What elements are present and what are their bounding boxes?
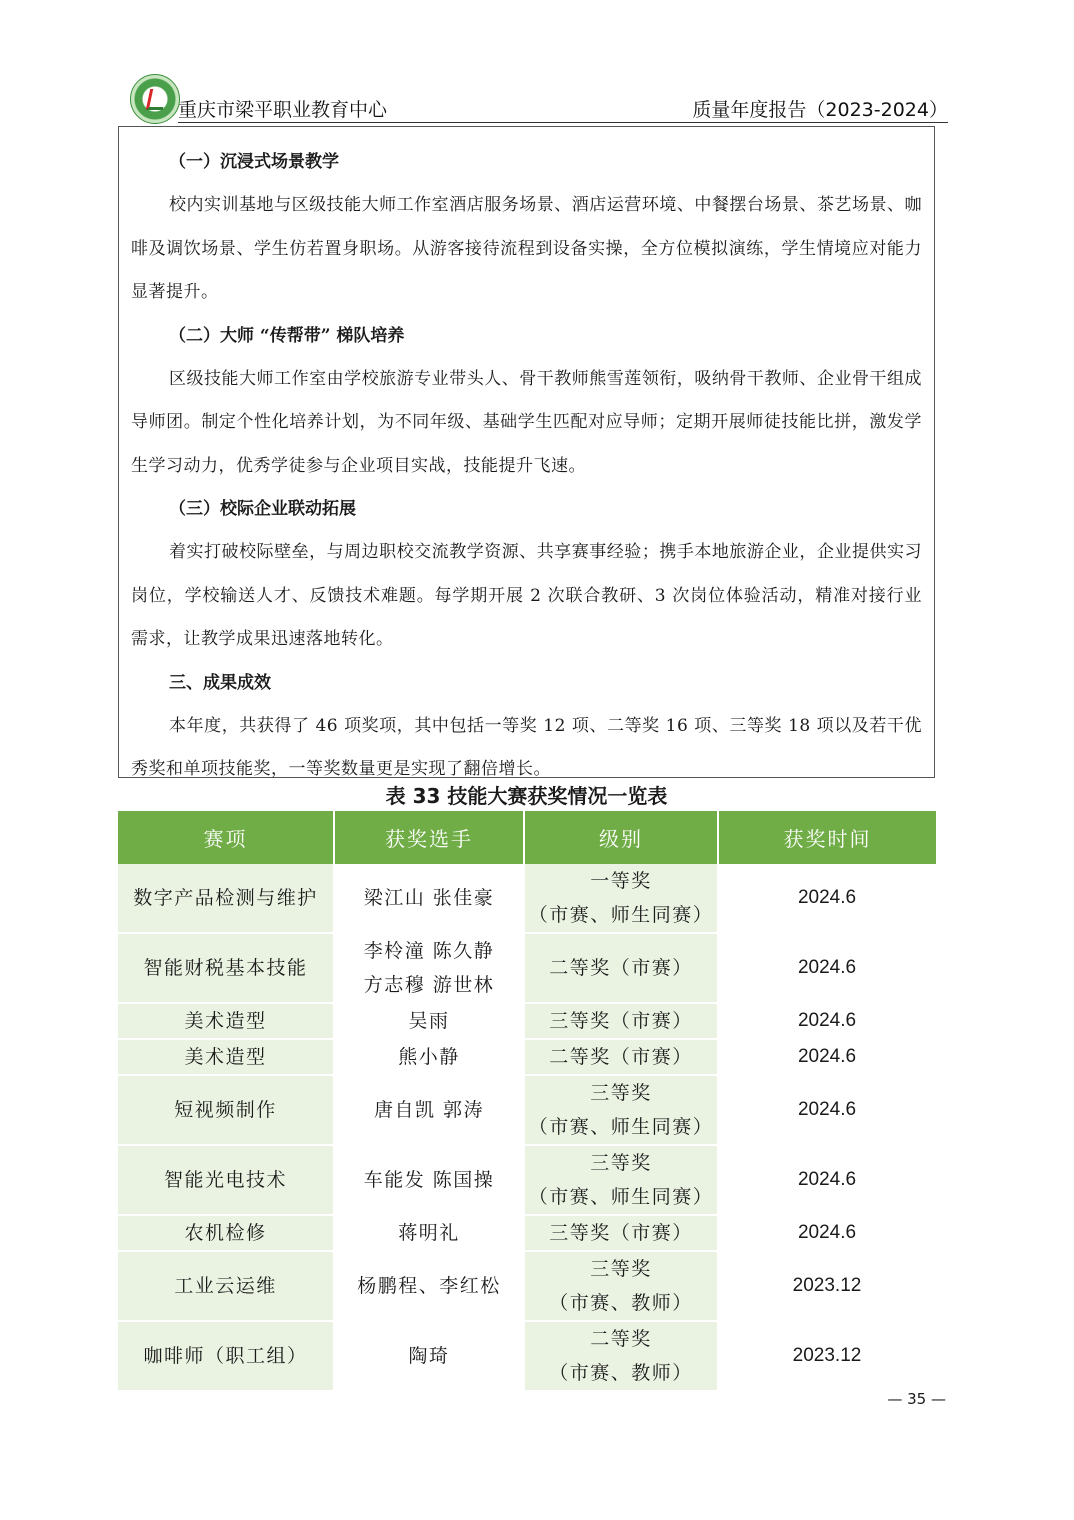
section-paragraph-1: 校内实训基地与区级技能大师工作室酒店服务场景、酒店运营环境、中餐摆台场景、茶艺场景、咖啡及调饮场景、学生仿若置身职场。从游客接待流程到设备实操，全方位模拟演练，学生情境应对能力显著提升。 [131, 195, 922, 302]
cell-event: 咖啡师（职工组） [118, 1321, 334, 1391]
cell-time: 2023.12 [718, 1321, 936, 1391]
cell-time: 2023.12 [718, 1251, 936, 1321]
cell-time: 2024.6 [718, 1145, 936, 1215]
table-row [118, 1075, 936, 1145]
table-caption: 表 33 技能大赛获奖情况一览表 [385, 784, 668, 808]
table-row [118, 1003, 936, 1039]
cell-time: 2024.6 [718, 1215, 936, 1251]
section-heading-2: （二）大师 “传帮带” 梯队培养 [169, 325, 405, 346]
cell-event: 短视频制作 [118, 1075, 334, 1145]
cell-winners: 杨鹏程、李红松 [334, 1251, 524, 1321]
section-paragraph-2: 区级技能大师工作室由学校旅游专业带头人、骨干教师熊雪莲领衔，吸纳骨干教师、企业骨干组成导师团。制定个性化培养计划，为不同年级、基础学生匹配对应导师；定期开展师徒技能比拼，激发学生学习动力，优秀学徒参与企业项目实战，技能提升飞速。 [131, 368, 922, 476]
cell-event: 农机检修 [118, 1215, 334, 1251]
section-heading-1: （一）沉浸式场景教学 [169, 152, 339, 172]
header-winners: 获奖选手 [334, 811, 524, 864]
cell-level: 三等奖（市赛） [524, 1215, 718, 1251]
cell-level: 二等奖（市赛） [524, 1039, 718, 1075]
header-time: 获奖时间 [718, 811, 936, 864]
header-level: 级别 [524, 811, 718, 864]
content-box [118, 126, 935, 778]
table-header-row [118, 811, 936, 864]
cell-winners: 唐自凯 郭涛 [334, 1075, 524, 1145]
cell-event: 美术造型 [118, 1039, 334, 1075]
table-row [118, 1039, 936, 1075]
cell-level: 三等奖（市赛） [524, 1003, 718, 1039]
section-heading-3: （三）校际企业联动拓展 [169, 499, 356, 519]
table-row [118, 1215, 936, 1251]
awards-table [118, 811, 937, 1392]
cell-level: 三等奖 （市赛、师生同赛） [524, 1145, 718, 1215]
cell-event: 智能财税基本技能 [118, 933, 334, 1003]
cell-event: 工业云运维 [118, 1251, 334, 1321]
cell-event: 数字产品检测与维护 [118, 864, 334, 933]
cell-winners: 吴雨 [334, 1003, 524, 1039]
cell-winners: 熊小静 [334, 1039, 524, 1075]
cell-time: 2024.6 [718, 933, 936, 1003]
table-row [118, 1145, 936, 1215]
header-event: 赛项 [118, 811, 334, 864]
cell-winners: 梁江山 张佳豪 [334, 864, 524, 933]
table-row [118, 1251, 936, 1321]
cell-event: 美术造型 [118, 1003, 334, 1039]
cell-time: 2024.6 [718, 1039, 936, 1075]
cell-level: 三等奖 （市赛、师生同赛） [524, 1075, 718, 1145]
cell-winners: 车能发 陈国操 [334, 1145, 524, 1215]
section-paragraph-4: 本年度，共获得了 46 项奖项，其中包括一等奖 12 项、二等奖 16 项、三等奖 18 项以及若干优秀奖和单项技能奖，一等奖数量更是实现了翻倍增长。 [131, 715, 922, 779]
header-divider [178, 122, 948, 123]
cell-time: 2024.6 [718, 864, 936, 933]
section-paragraph-3: 着实打破校际壁垒，与周边职校交流教学资源、共享赛事经验；携手本地旅游企业，企业提供实习岗位，学校输送人才、反馈技术难题。每学期开展 2 次联合教研、3 次岗位体验活动，精准对接行业需求，让教学成果迅速落地转化。 [131, 542, 922, 649]
school-logo-icon [130, 74, 180, 124]
table-row [118, 1321, 936, 1391]
cell-event: 智能光电技术 [118, 1145, 334, 1215]
section-heading-4: 三、成果成效 [169, 672, 271, 693]
cell-winners: 李柃潼 陈久静 方志穆 游世林 [334, 933, 524, 1003]
cell-level: 二等奖（市赛） [524, 933, 718, 1003]
cell-level: 一等奖 （市赛、师生同赛） [524, 864, 718, 933]
page-number: — 35 — [887, 1390, 946, 1408]
cell-level: 三等奖 （市赛、教师） [524, 1251, 718, 1321]
cell-level: 二等奖 （市赛、教师） [524, 1321, 718, 1391]
school-name: 重庆市梁平职业教育中心 [178, 99, 388, 121]
cell-winners: 陶琦 [334, 1321, 524, 1391]
report-title: 质量年度报告（2023-2024） [692, 99, 948, 121]
page-header [130, 74, 948, 124]
cell-winners: 蒋明礼 [334, 1215, 524, 1251]
table-row [118, 864, 936, 933]
cell-time: 2024.6 [718, 1075, 936, 1145]
cell-time: 2024.6 [718, 1003, 936, 1039]
table-row [118, 933, 936, 1003]
